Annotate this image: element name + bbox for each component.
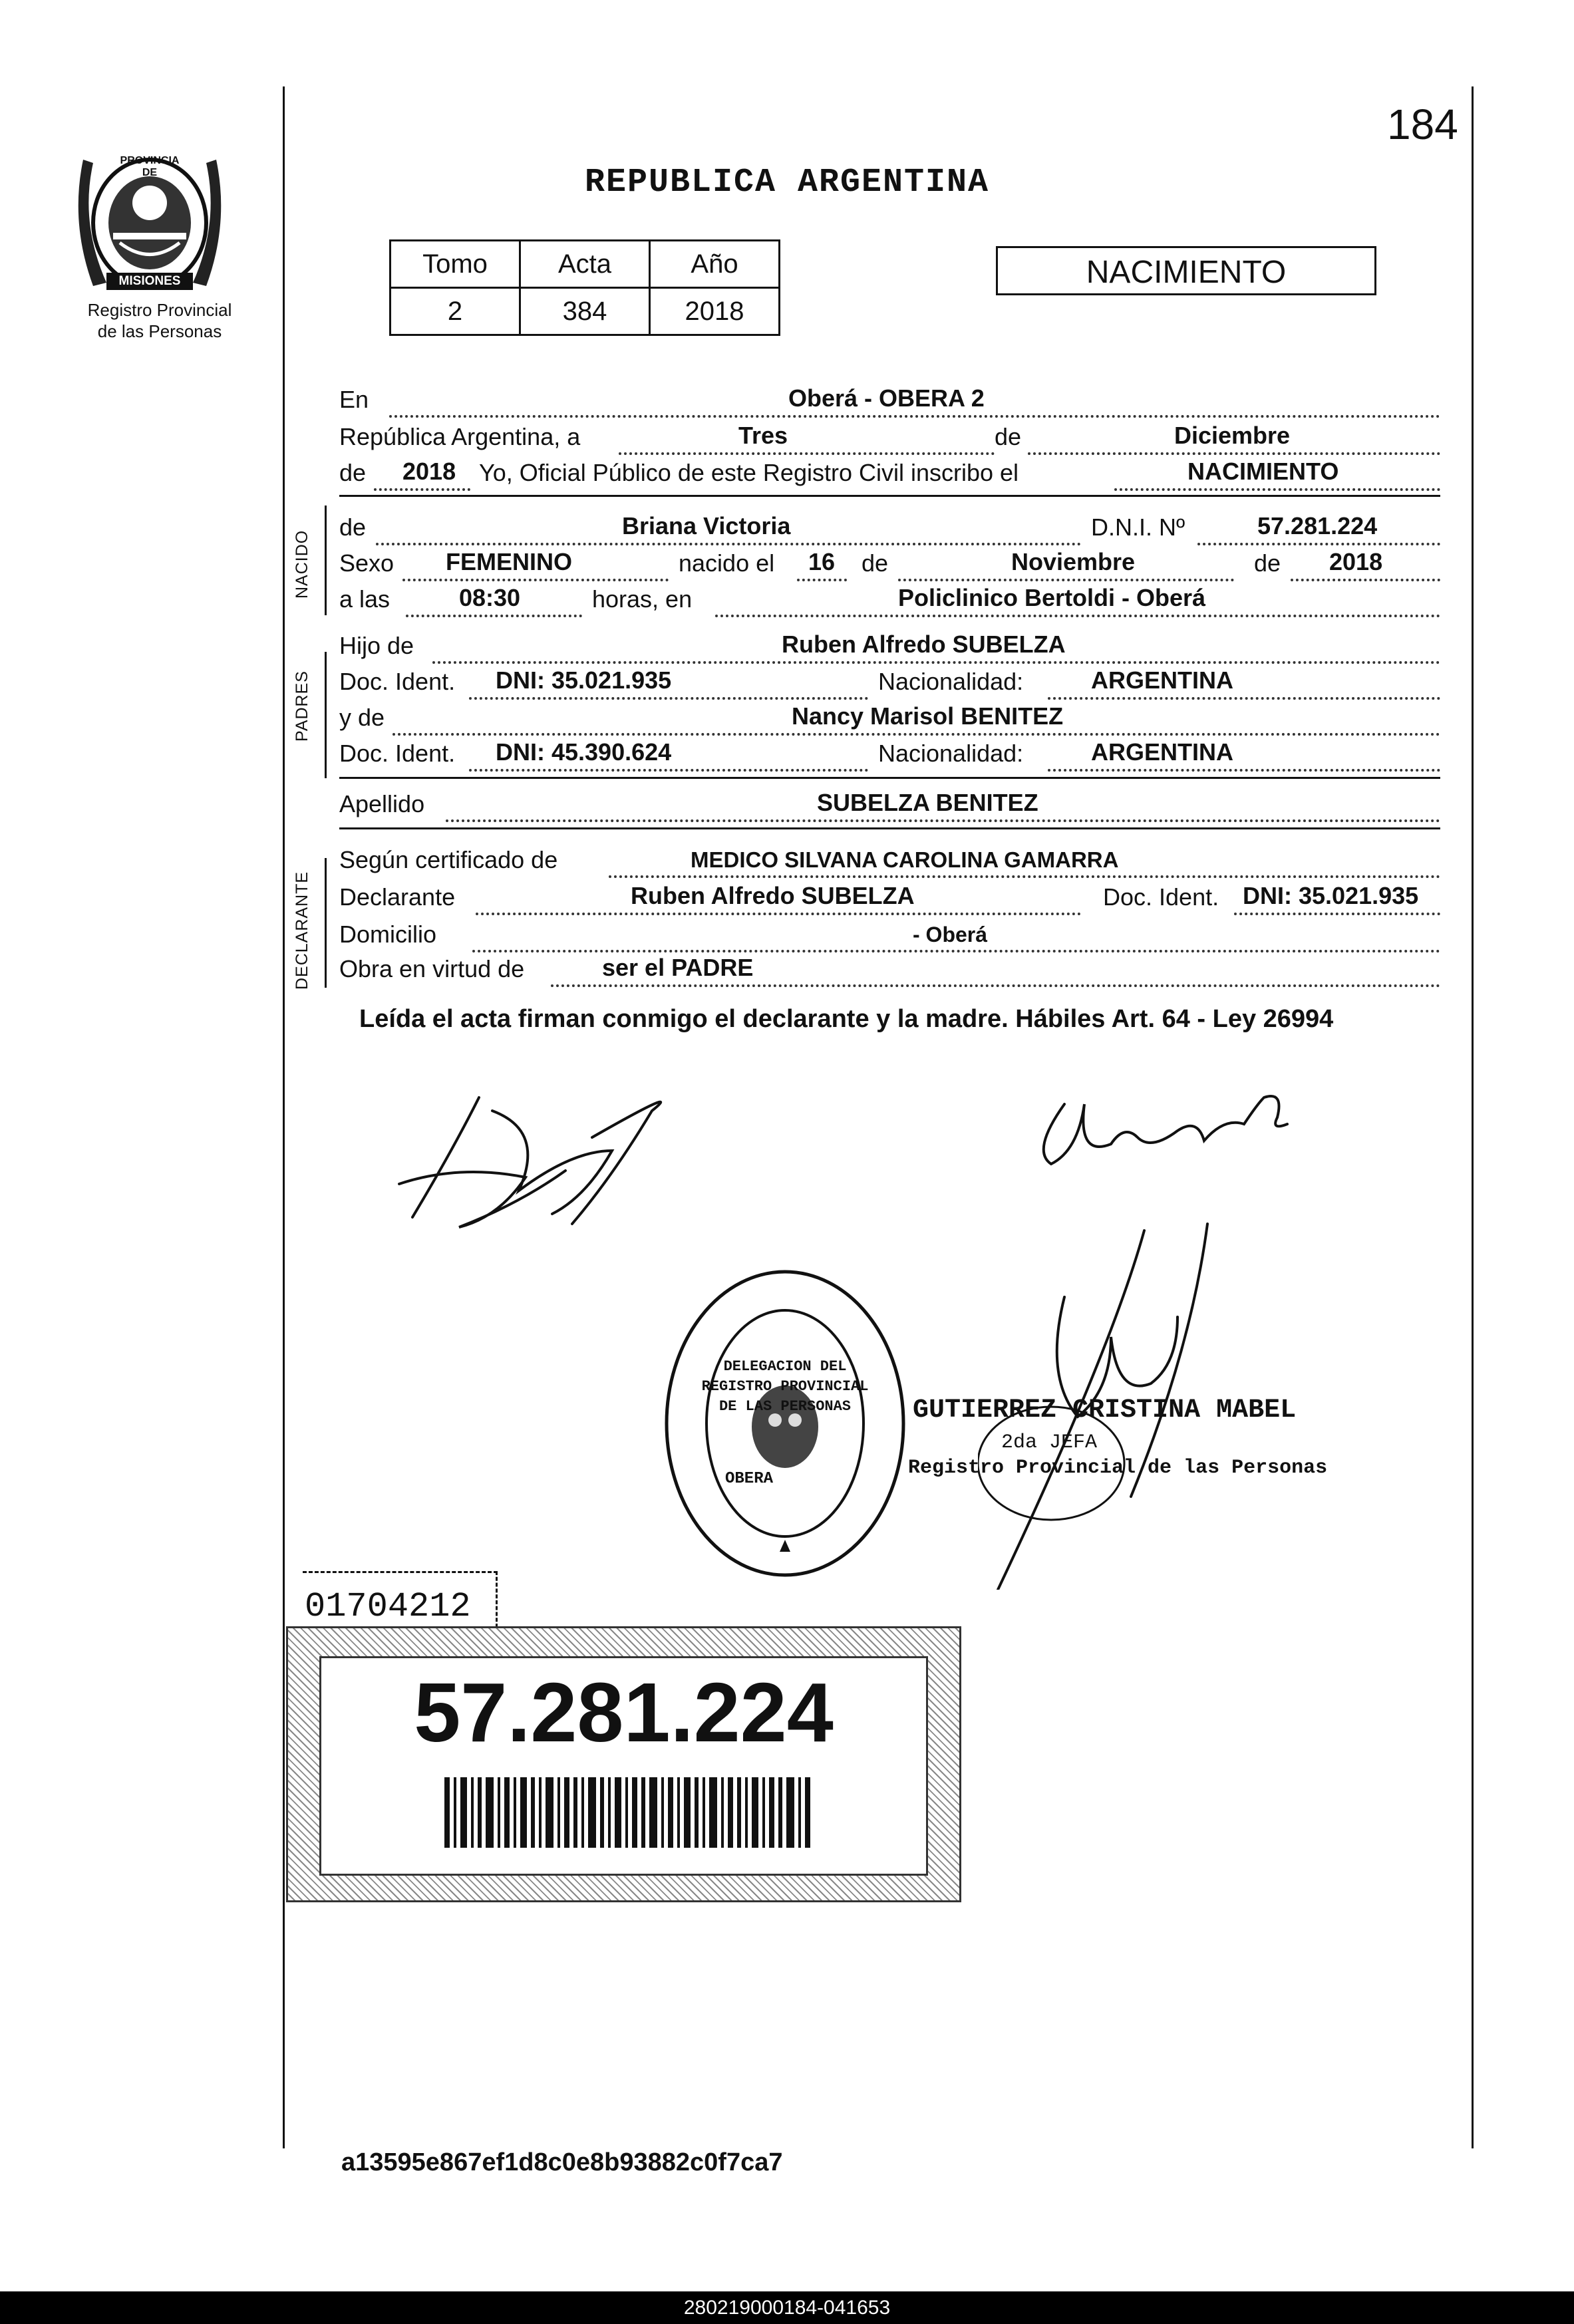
row-nacido-sex — [339, 549, 1440, 581]
label-nacionalidad: Nacionalidad: — [878, 740, 1024, 767]
section-divider — [339, 495, 1440, 497]
stamp-bottom-text: OBERA — [725, 1470, 774, 1488]
label-doc-ident: Doc. Ident. — [339, 668, 456, 695]
dots — [1048, 768, 1440, 772]
label-nacionalidad: Nacionalidad: — [878, 668, 1024, 695]
page-number: 184 — [1387, 100, 1458, 148]
header-tomo: Tomo — [391, 241, 520, 288]
label-nacido-el: nacido el — [679, 549, 775, 577]
dots — [374, 487, 470, 491]
declarant-signature-icon — [373, 1071, 718, 1257]
mother-nationality-value: ARGENTINA — [1091, 738, 1233, 766]
dots — [1234, 911, 1440, 915]
label-horas: horas, en — [592, 585, 693, 613]
row-nacido-name — [339, 513, 1440, 545]
mother-signature-icon — [1024, 1078, 1331, 1177]
record-table — [389, 239, 780, 336]
emblem-bottom-text: MISIONES — [118, 274, 181, 288]
label-de: de — [339, 459, 367, 486]
month-value: Diciembre — [1174, 422, 1291, 449]
dots — [619, 451, 995, 455]
officer-role: 2da JEFA — [1001, 1431, 1098, 1454]
row-certificado — [339, 846, 1440, 878]
label-doc-ident: Doc. Ident. — [339, 740, 456, 767]
time-value: 08:30 — [459, 584, 521, 611]
dots — [1028, 451, 1440, 455]
row-domicilio — [339, 921, 1440, 952]
row-declarante — [339, 883, 1440, 915]
dots — [432, 660, 1440, 664]
label-de: de — [862, 549, 889, 577]
label-declarante: Declarante — [339, 883, 456, 911]
act-type-value: NACIMIENTO — [1187, 458, 1339, 485]
officer-office: Registro Provincial de las Personas — [908, 1457, 1328, 1479]
value-anio: 2018 — [650, 288, 780, 335]
row-y-de — [339, 704, 1440, 736]
label-de: de — [995, 423, 1022, 450]
section-divider — [339, 827, 1440, 829]
emblem-top-text: PROVINCIA DE — [120, 155, 180, 178]
dots — [1114, 487, 1440, 491]
footer-code-bar — [0, 2291, 1574, 2324]
registry-caption-line2: de las Personas — [97, 321, 222, 341]
barcode-icon — [444, 1777, 817, 1848]
left-margin-rule — [283, 86, 285, 2148]
label-y-de: y de — [339, 704, 385, 731]
official-stamp-icon — [659, 1264, 911, 1583]
birth-year-value: 2018 — [1329, 548, 1383, 575]
row-hijo-de — [339, 632, 1440, 664]
row-year — [339, 459, 1440, 491]
header-anio: Año — [650, 241, 780, 288]
mother-name-value: Nancy Marisol BENITEZ — [792, 702, 1064, 730]
year-value: 2018 — [402, 458, 456, 485]
dots — [1048, 696, 1440, 700]
row-nacido-time — [339, 585, 1440, 617]
dots — [472, 948, 1440, 952]
section-divider — [339, 777, 1440, 779]
dots — [797, 577, 847, 581]
birth-month-value: Noviembre — [1011, 548, 1136, 575]
father-nationality-value: ARGENTINA — [1091, 666, 1233, 694]
officer-text: Yo, Oficial Público de este Registro Civil inscribo el — [479, 459, 1019, 486]
place-value: Oberá - OBERA 2 — [788, 384, 985, 412]
document-hash: a13595e867ef1d8c0e8b93882c0f7ca7 — [341, 2148, 783, 2176]
serial-number: 01704212 — [305, 1587, 471, 1626]
label-a-las: a las — [339, 585, 391, 613]
row-republica — [339, 423, 1440, 455]
header-acta: Acta — [520, 241, 650, 288]
birth-place-value: Policlinico Bertoldi - Oberá — [898, 584, 1206, 611]
nacido-label: NACIDO — [293, 529, 311, 599]
mother-doc-value: DNI: 45.390.624 — [496, 738, 672, 766]
label-de: de — [1254, 549, 1281, 577]
padres-label: PADRES — [293, 670, 311, 742]
registry-caption — [63, 299, 256, 342]
dots — [389, 414, 1440, 418]
label-de: de — [339, 513, 367, 541]
child-name-value: Briana Victoria — [622, 512, 791, 539]
label-apellido: Apellido — [339, 790, 425, 817]
certificate-value: MEDICO SILVANA CAROLINA GAMARRA — [691, 847, 1119, 872]
dots — [609, 874, 1440, 878]
dots — [393, 732, 1440, 736]
father-doc-value: DNI: 35.021.935 — [496, 666, 672, 694]
nacido-side-rule — [325, 506, 327, 615]
footer-code: 280219000184-041653 — [683, 2297, 891, 2319]
dots — [402, 577, 669, 581]
label-segun-certificado: Según certificado de — [339, 846, 558, 873]
label-domicilio: Domicilio — [339, 921, 437, 948]
dots — [469, 768, 868, 772]
closing-text: Leída el acta firman conmigo el declarante y la madre. Hábiles Art. 64 - Ley 26994 — [359, 1005, 1334, 1033]
value-acta: 384 — [520, 288, 650, 335]
officer-name: GUTIERREZ CRISTINA MABEL — [913, 1395, 1297, 1425]
dni-sticker-number: 57.281.224 — [414, 1666, 834, 1759]
obra-value: ser el PADRE — [602, 954, 754, 981]
child-dni-value: 57.281.224 — [1257, 512, 1378, 539]
surname-value: SUBELZA BENITEZ — [817, 789, 1038, 816]
label-en: En — [339, 386, 369, 413]
row-en — [339, 386, 1440, 418]
value-tomo: 2 — [391, 288, 520, 335]
stamp-ring-text: DELEGACION DEL REGISTRO PROVINCIAL DE LAS PERSONAS — [701, 1358, 869, 1415]
row-mother-doc — [339, 740, 1440, 772]
record-table-value-row — [391, 288, 780, 335]
dots — [715, 613, 1440, 617]
dots — [551, 983, 1440, 987]
domicilio-value: - Oberá — [913, 923, 988, 946]
dots — [1291, 577, 1440, 581]
dots — [406, 613, 582, 617]
label-doc-ident: Doc. Ident. — [1103, 883, 1219, 911]
country-title: REPUBLICA ARGENTINA — [584, 164, 990, 202]
right-margin-rule — [1472, 86, 1474, 2148]
birth-day-value: 16 — [808, 548, 836, 575]
declarante-side-rule — [325, 858, 327, 988]
record-type-box: NACIMIENTO — [996, 246, 1376, 295]
declarante-label: DECLARANTE — [293, 871, 311, 990]
row-apellido — [339, 790, 1440, 822]
padres-side-rule — [325, 652, 327, 778]
row-obra — [339, 955, 1440, 987]
dots — [476, 911, 1081, 915]
label-obra-en-virtud: Obra en virtud de — [339, 955, 525, 982]
declarante-doc-value: DNI: 35.021.935 — [1243, 882, 1419, 909]
dots — [376, 541, 1081, 545]
dots — [1197, 541, 1440, 545]
dots — [446, 818, 1440, 822]
dots — [898, 577, 1234, 581]
day-value: Tres — [738, 422, 788, 449]
label-sexo: Sexo — [339, 549, 394, 577]
sex-value: FEMENINO — [446, 548, 573, 575]
dots — [469, 696, 868, 700]
row-father-doc — [339, 668, 1440, 700]
label-dni: D.N.I. Nº — [1091, 513, 1185, 541]
record-table-header-row — [391, 241, 780, 288]
registry-caption-line1: Registro Provincial — [87, 300, 232, 320]
declarante-name-value: Ruben Alfredo SUBELZA — [631, 882, 915, 909]
label-hijo-de: Hijo de — [339, 632, 414, 659]
father-name-value: Ruben Alfredo SUBELZA — [782, 631, 1066, 658]
label-republica: República Argentina, a — [339, 423, 581, 450]
